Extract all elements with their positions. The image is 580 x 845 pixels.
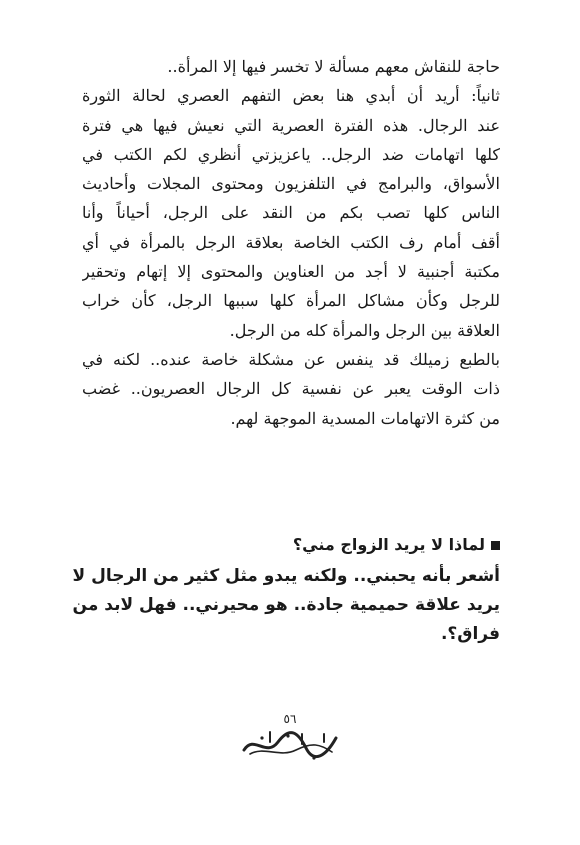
question-section	[72, 532, 500, 649]
page-footer	[0, 712, 580, 766]
text-line: عند الرجال. هذه الفترة العصرية التي نعيش فيها هي فترة	[82, 115, 500, 135]
paragraph-block	[82, 52, 500, 433]
text-line: أقف أمام رف الكتب الخاصة بعلاقة الرجل بالمرأة في أي	[82, 232, 500, 252]
page-number: ٥٦	[283, 712, 297, 726]
text-line: ثانياً: أريد أن أبدي هنا بعض التفهم العصري لحالة الثورة	[82, 86, 500, 106]
text-line: بالطبع زميلك قد ينفس عن مشكلة خاصة عنده.. لكنه في	[82, 349, 500, 369]
text-line: مكتبة أجنبية لا أجد من العناوين والمحتوى إلا إتهام وتحقير	[82, 262, 500, 282]
reader-question-body	[72, 562, 500, 649]
text-line: العلاقة بين الرجل والمرأة كله من الرجل.	[229, 320, 500, 340]
text-line: ذات الوقت يعبر عن نفسية كل الرجال العصريون.. غضب	[82, 379, 500, 399]
question-line: يريد علاقة حميمية جادة.. هو محيرني.. فهل لابد من	[72, 595, 500, 615]
body-text	[82, 52, 500, 433]
question-line: فراق؟.	[440, 624, 500, 644]
text-line: كلها اتهامات ضد الرجل.. ياعزيزتي أنظري لكم الكتب في	[82, 144, 500, 164]
text-line: من كثرة الاتهامات المسدية الموجهة لهم.	[230, 408, 500, 428]
square-bullet-icon	[491, 541, 500, 550]
text-line: حاجة للنقاش معهم مسألة لا تخسر فيها إلا المرأة..	[167, 57, 500, 76]
text-line: الناس كلها تصب بكم من النقد على الرجل، أحياناً وأنا	[82, 203, 500, 223]
text-line: للرجل وكأن مشاكل المرأة كلها سببها الرجل، كأن خراب	[82, 291, 500, 311]
question-heading	[82, 532, 500, 558]
question-title: لماذا لا يريد الزواج مني؟	[292, 535, 485, 554]
calligraphy-logo-icon	[240, 728, 340, 762]
question-line: أشعر بأنه يحبني.. ولكنه يبدو مثل كثير من الرجال لا	[72, 566, 500, 586]
calligraphy-logo	[240, 728, 340, 766]
text-line: الأسواق، والبرامج في التلفزيون ومحتوى المجلات وأحاديث	[82, 174, 500, 194]
